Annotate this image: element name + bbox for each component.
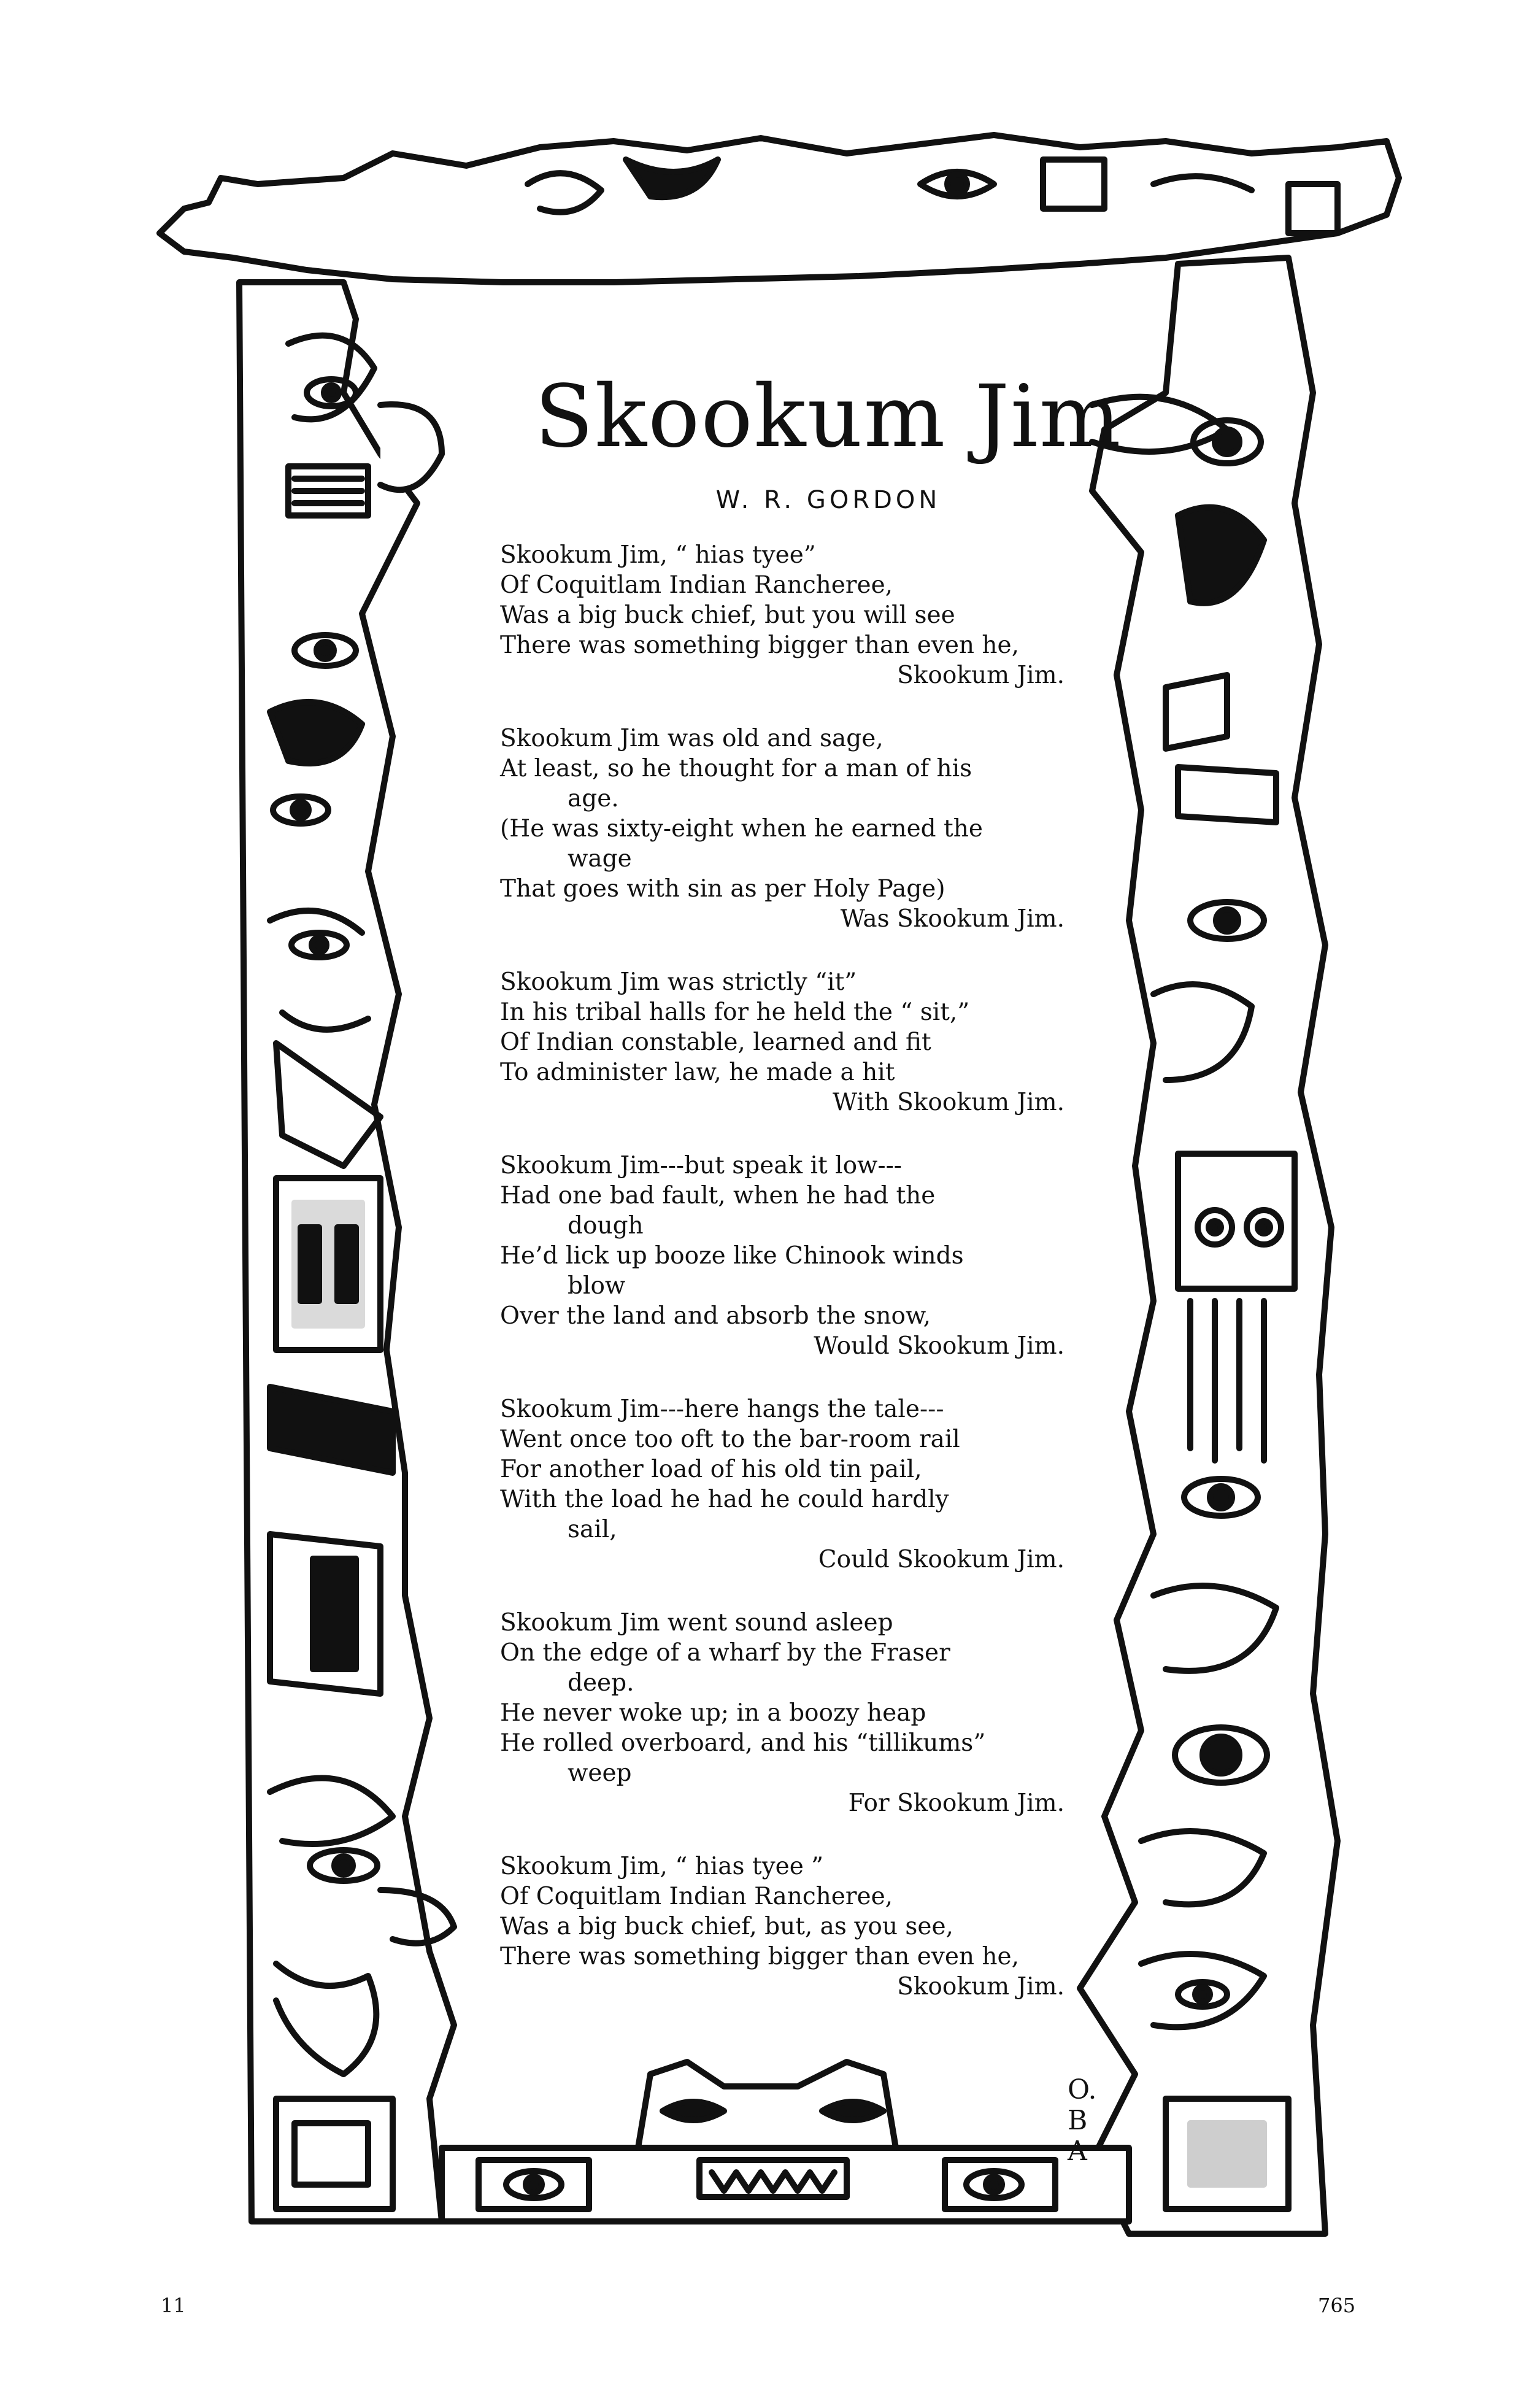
stanza — [500, 1851, 1065, 2002]
poem-line: With the load he had he could hardly — [500, 1486, 949, 1513]
poem-line: (He was sixty-eight when he earned the — [500, 815, 983, 843]
refrain-line: With Skookum Jim. — [833, 1089, 1065, 1116]
poem-line: Skookum Jim went sound asleep — [500, 1609, 893, 1637]
poem-body — [500, 540, 1065, 2035]
poem-line: Skookum Jim---but speak it low--- — [500, 1152, 902, 1179]
poem-line: sail, — [568, 1516, 617, 1543]
poem-line: He rolled overboard, and his “tillikums” — [500, 1729, 986, 1757]
folio-left: 11 — [161, 2294, 186, 2317]
poem-line: Skookum Jim, “ hias tyee ” — [500, 1853, 824, 1880]
poem-line: weep — [568, 1759, 632, 1787]
refrain-line: Could Skookum Jim. — [818, 1546, 1065, 1573]
poem-line: Went once too oft to the bar-room rail — [500, 1426, 960, 1453]
svg-text:B: B — [1068, 2105, 1088, 2136]
poem-line: Skookum Jim was strictly “it” — [500, 968, 857, 996]
poem-line: He’d lick up booze like Chinook winds — [500, 1242, 964, 1270]
stanza — [500, 1608, 1065, 1818]
poem-line: deep. — [568, 1669, 634, 1697]
poem-line: Over the land and absorb the snow, — [500, 1302, 931, 1330]
poem-line: Of Coquitlam Indian Rancheree, — [500, 571, 893, 599]
stanza — [500, 1394, 1065, 1575]
poem-line: age. — [568, 785, 619, 812]
refrain-line: For Skookum Jim. — [848, 1789, 1065, 1817]
stanza — [500, 1151, 1065, 1361]
poem-line: There was something bigger than even he, — [500, 1943, 1020, 1970]
poem-line: Skookum Jim, “ hias tyee” — [500, 541, 816, 569]
poem-line: Of Indian constable, learned and fit — [500, 1028, 931, 1056]
stanza — [500, 967, 1065, 1117]
refrain-line: Skookum Jim. — [897, 662, 1065, 689]
poem-line: For another load of his old tin pail, — [500, 1456, 922, 1483]
poem-line: He never woke up; in a boozy heap — [500, 1699, 926, 1727]
poem-line: There was something bigger than even he, — [500, 631, 1020, 659]
poem-line: dough — [568, 1212, 644, 1240]
poem-author: W. R. GORDON — [715, 486, 941, 514]
poem-line: Of Coquitlam Indian Rancheree, — [500, 1883, 893, 1910]
svg-text:A: A — [1068, 2136, 1087, 2167]
poem-line: Was a big buck chief, but you will see — [500, 601, 955, 629]
refrain-line: Would Skookum Jim. — [814, 1332, 1065, 1360]
poem-title: Skookum Jim — [534, 367, 1122, 467]
poem-line: To administer law, he made a hit — [500, 1059, 895, 1086]
poem-line: In his tribal halls for he held the “ sit,” — [500, 998, 970, 1026]
poem-line: At least, so he thought for a man of his — [500, 755, 972, 782]
poem-line: On the edge of a wharf by the Fraser — [500, 1639, 950, 1667]
poem-line: Had one bad fault, when he had the — [500, 1182, 936, 1210]
poem-line: Skookum Jim was old and sage, — [500, 725, 884, 752]
refrain-line: Skookum Jim. — [897, 1973, 1065, 2001]
poem-line: Skookum Jim---here hangs the tale--- — [500, 1395, 944, 1423]
poem-line: That goes with sin as per Holy Page) — [500, 875, 945, 903]
stanza — [500, 723, 1065, 934]
poem-line: Was a big buck chief, but, as you see, — [500, 1913, 953, 1940]
refrain-line: Was Skookum Jim. — [840, 905, 1065, 933]
svg-text:O.: O. — [1068, 2074, 1097, 2105]
page-number: 765 — [1318, 2294, 1356, 2317]
stanza — [500, 540, 1065, 690]
poem-line: blow — [568, 1272, 626, 1300]
poem-line: wage — [568, 845, 632, 873]
